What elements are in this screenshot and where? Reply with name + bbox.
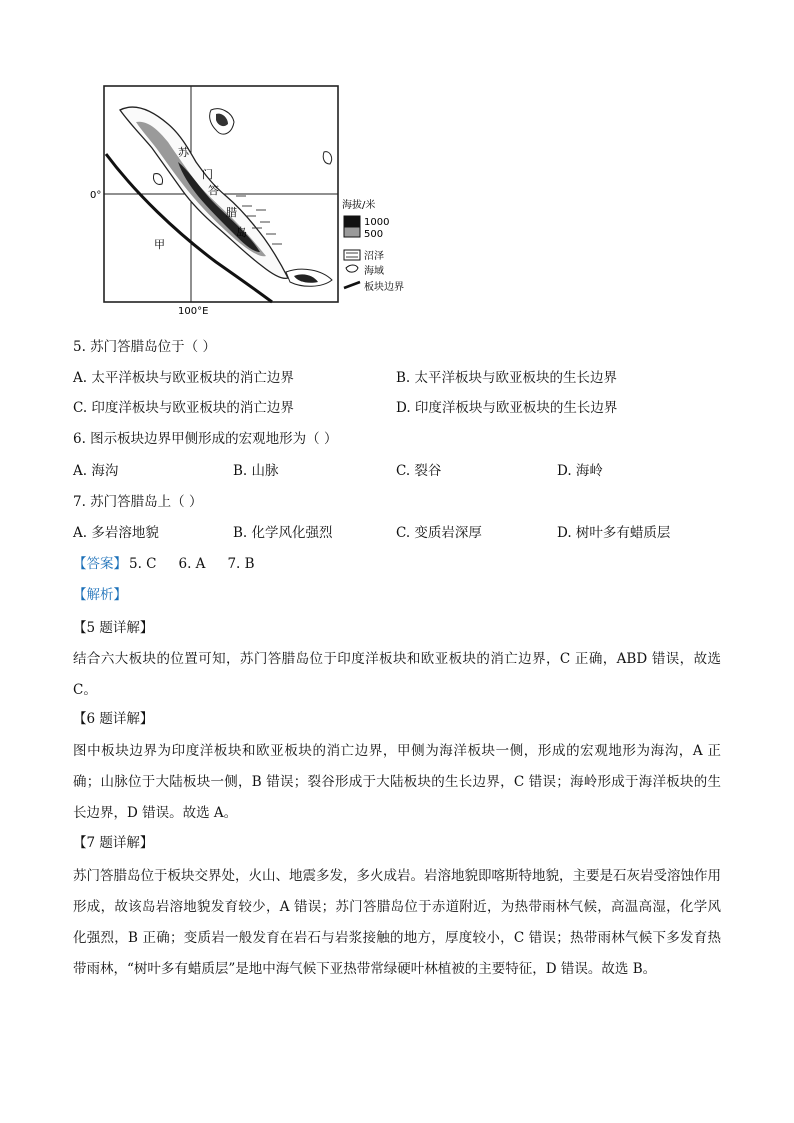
island-char-3: 答 (208, 184, 219, 197)
island-char-4: 腊 (226, 206, 237, 219)
q7-stem: 7. 苏门答腊岛上（ ） (73, 494, 203, 510)
island-char-5: 岛 (236, 226, 247, 239)
island-char-1: 苏 (178, 146, 189, 159)
q6-option-a: A. 海沟 (73, 463, 119, 479)
legend-swamp: 沼泽 (364, 251, 384, 262)
q5-option-b: B. 太平洋板块与欧亚板块的生长边界 (396, 370, 618, 386)
q5-stem: 5. 苏门答腊岛位于（ ） (73, 339, 216, 355)
q5-option-d: D. 印度洋板块与欧亚板块的生长边界 (396, 400, 618, 416)
q6-stem: 6. 图示板块边界甲侧形成的宏观地形为（ ） (73, 431, 338, 447)
q6-option-c: C. 裂谷 (396, 463, 442, 479)
sumatra-map-figure (90, 82, 426, 317)
answer-label: 【答案】 (73, 556, 127, 572)
legend-500: 500 (364, 229, 384, 240)
jia-label: 甲 (154, 238, 165, 251)
q5-option-a: A. 太平洋板块与欧亚板块的消亡边界 (73, 370, 294, 386)
answer-row (73, 554, 277, 574)
d6-text: 图中板块边界为印度洋板块和欧亚板块的消亡边界，甲侧为海洋板块一侧，形成的宏观地形为海沟，A 正确；山脉位于大陆板块一侧，B 错误；裂谷形成于大陆板块的生长边界，C 错误；海岭形成于海洋板块的生长边界，D 错误。故选 A。 (73, 743, 721, 821)
q7-option-c: C. 变质岩深厚 (396, 525, 482, 541)
d6-title: 【6 题详解】 (73, 711, 154, 727)
map-legend (342, 198, 404, 293)
legend-boundary: 板块边界 (364, 282, 404, 293)
q7-option-d: D. 树叶多有蜡质层 (557, 525, 671, 541)
island-char-2: 门 (202, 168, 213, 181)
legend-title: 海拔/米 (342, 200, 376, 211)
legend-1000: 1000 (364, 217, 390, 228)
q7-option-a: A. 多岩溶地貌 (73, 525, 159, 541)
answer-6: 6. A (178, 556, 206, 572)
q7-option-b: B. 化学风化强烈 (233, 525, 333, 541)
q6-option-d: D. 海岭 (557, 463, 603, 479)
d5-title: 【5 题详解】 (73, 620, 154, 636)
lon-label: 100°E (178, 306, 209, 317)
legend-sea: 海域 (364, 266, 384, 277)
d5-text: 结合六大板块的位置可知，苏门答腊岛位于印度洋板块和欧亚板块的消亡边界，C 正确，ABD 错误，故选 C。 (73, 651, 721, 698)
map-svg (90, 82, 426, 317)
lat-label: 0° (90, 190, 102, 201)
d7-title: 【7 题详解】 (73, 835, 154, 851)
analysis-label: 【解析】 (73, 587, 127, 603)
q6-option-b: B. 山脉 (233, 463, 279, 479)
answer-7: 7. B (227, 556, 255, 572)
q5-option-c: C. 印度洋板块与欧亚板块的消亡边界 (73, 400, 294, 416)
answer-5: 5. C (129, 556, 157, 572)
d7-text: 苏门答腊岛位于板块交界处，火山、地震多发，多火成岩。岩溶地貌即喀斯特地貌，主要是石灰岩受溶蚀作用形成，故该岛岩溶地貌发育较少，A 错误；苏门答腊岛位于赤道附近，为热带雨林气候，高温高湿，化学风化强烈，B 正确；变质岩一般发育在岩石与岩浆接触的地方，厚度较小，C 错误；热带雨林气候下多发育热带雨林，“树叶多有蜡质层”是地中海气候下亚热带常绿硬叶林植被的主要特征，D 错误。故选 B。 (73, 868, 721, 977)
